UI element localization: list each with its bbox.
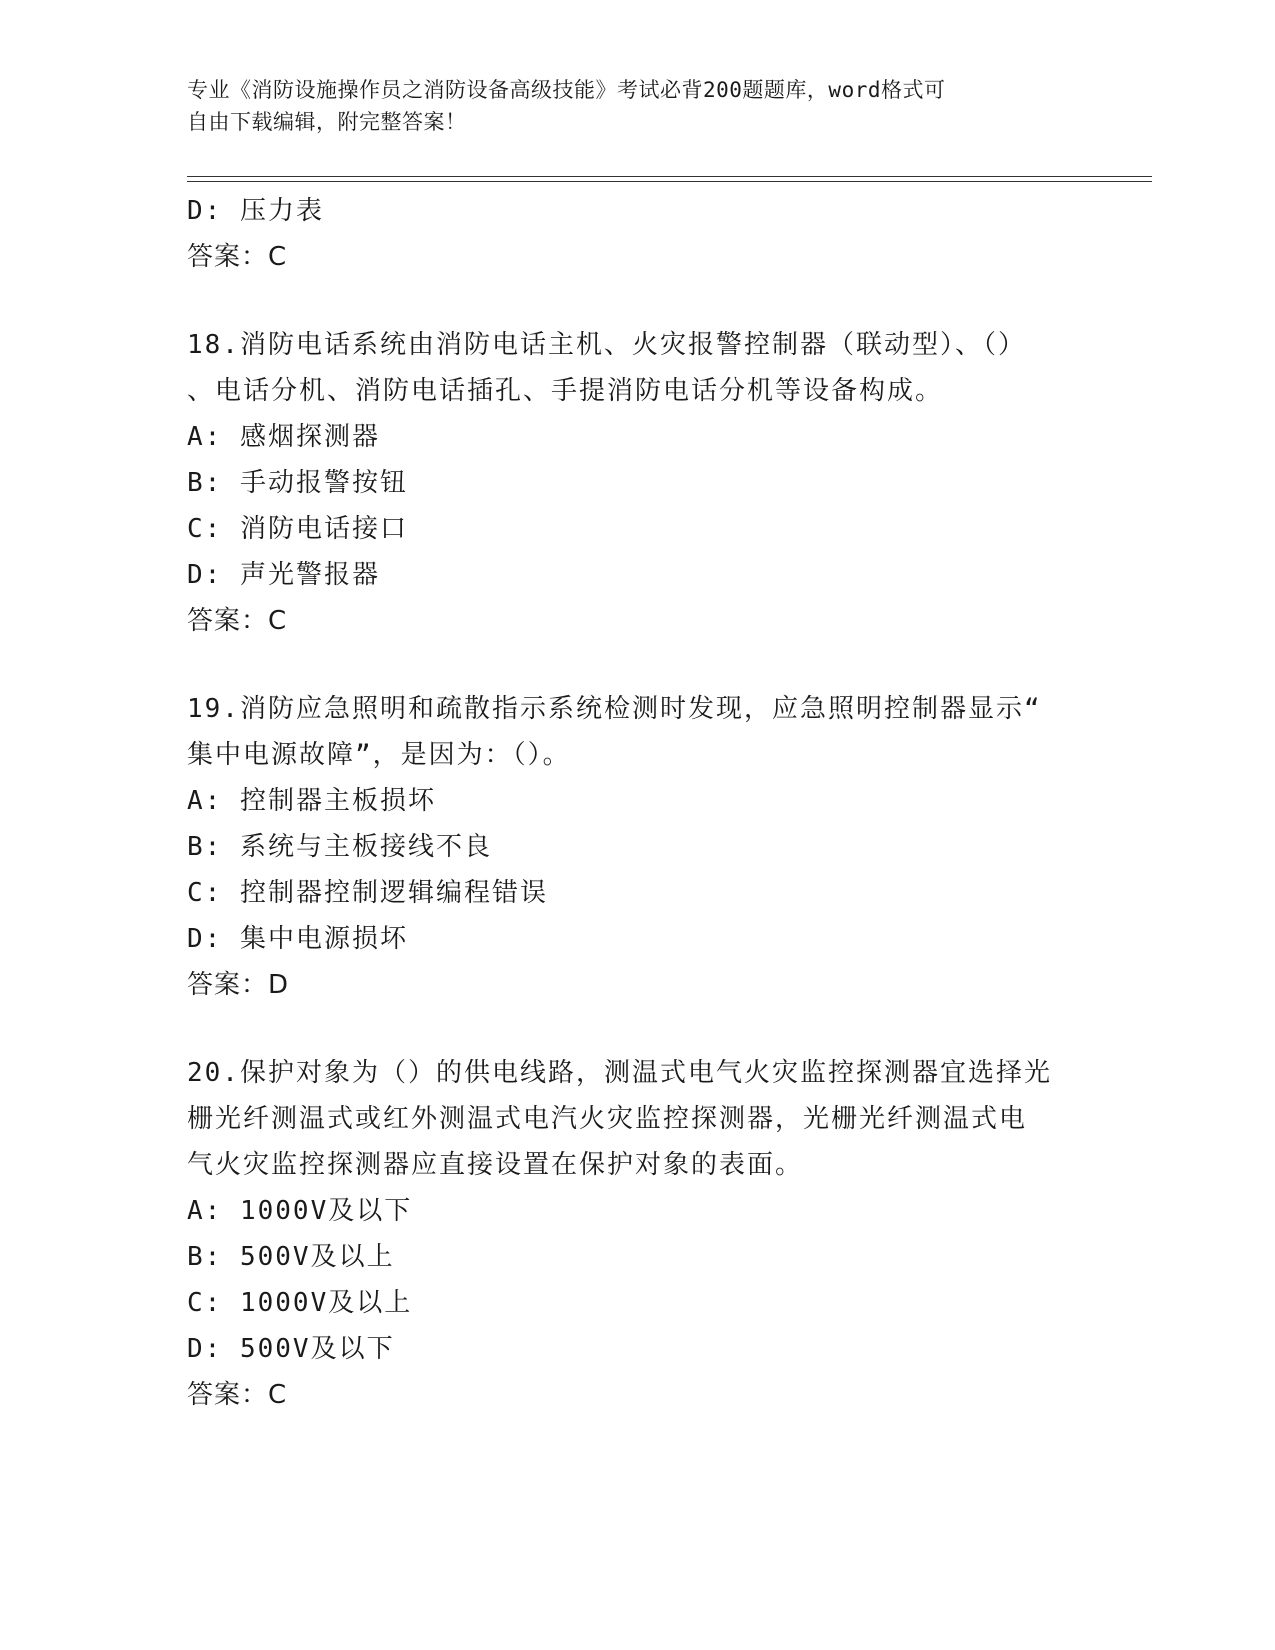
prev-answer: 答案：C (187, 242, 288, 272)
q18-option-a: A: 感烟探测器 (187, 422, 380, 452)
question-20 (187, 1050, 1087, 1418)
question-18 (187, 322, 1087, 644)
header-line-2: 自由下载编辑，附完整答案！ (187, 110, 467, 134)
q18-stem-line-2: 、电话分机、消防电话插孔、手提消防电话分机等设备构成。 (187, 376, 944, 406)
header-line-1: 专业《消防设施操作员之消防设备高级技能》考试必背200题题库，word格式可 (187, 78, 946, 102)
q20-stem-line-2: 栅光纤测温式或红外测温式电汽火灾监控探测器，光栅光纤测温式电 (187, 1104, 1028, 1134)
header-divider-top (187, 176, 1152, 177)
q19-option-b: B: 系统与主板接线不良 (187, 832, 492, 862)
q20-stem-line-3: 气火灾监控探测器应直接设置在保护对象的表面。 (187, 1150, 804, 1180)
q18-option-c: C: 消防电话接口 (187, 514, 408, 544)
q20-option-c: C: 1000V及以上 (187, 1288, 413, 1318)
q20-option-d: D: 500V及以下 (187, 1334, 395, 1364)
q18-option-b: B: 手动报警按钮 (187, 468, 408, 498)
q20-option-b: B: 500V及以上 (187, 1242, 395, 1272)
q20-answer: 答案：C (187, 1380, 288, 1410)
question-19 (187, 686, 1087, 1008)
q18-stem-line-1: 18.消防电话系统由消防电话主机、火灾报警控制器（联动型）、（） (187, 330, 1026, 360)
q19-answer: 答案：D (187, 970, 290, 1000)
question-content (187, 188, 1087, 1418)
document-header (187, 74, 1067, 138)
q18-answer: 答案：C (187, 606, 288, 636)
q19-option-a: A: 控制器主板损坏 (187, 786, 436, 816)
q19-option-d: D: 集中电源损坏 (187, 924, 408, 954)
q19-stem-line-2: 集中电源故障”，是因为：（）。 (187, 740, 571, 770)
q19-option-c: C: 控制器控制逻辑编程错误 (187, 878, 548, 908)
q20-option-a: A: 1000V及以下 (187, 1196, 413, 1226)
header-divider-bottom (187, 181, 1152, 182)
q18-option-d: D: 声光警报器 (187, 560, 380, 590)
prev-option-d: D: 压力表 (187, 196, 324, 226)
q20-stem-line-1: 20.保护对象为（）的供电线路，测温式电气火灾监控探测器宜选择光 (187, 1058, 1052, 1088)
q19-stem-line-1: 19.消防应急照明和疏散指示系统检测时发现，应急照明控制器显示“ (187, 694, 1042, 724)
